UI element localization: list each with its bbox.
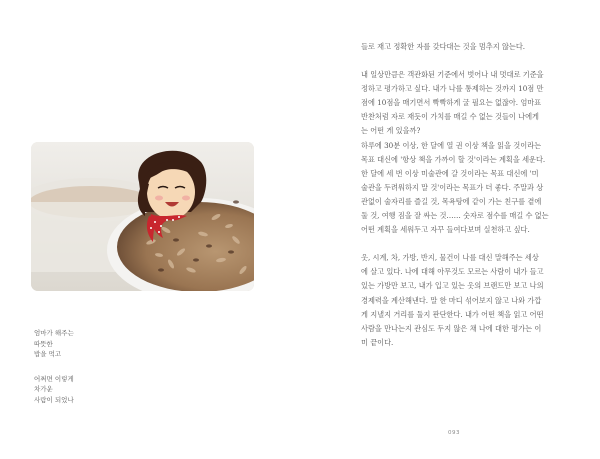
text-line: 술관을 두려워하지 말 것'이라는 목표가 더 좋다. 주말과 상 xyxy=(361,182,544,192)
text-line: 정하고 평가하고 싶다. 내가 나를 통제하는 것까지 10점 만 xyxy=(361,84,544,94)
text-line: 한 달에 세 번 이상 미술관에 갈 것이라는 목표 대신에 '미 xyxy=(361,168,539,178)
text-line: 옷, 시계, 차, 가방, 반지, 물건이 나를 대신 말해주는 세상 xyxy=(361,253,539,263)
text-line: 목표 대신에 '항상 책을 가까이 할 것'이라는 계획을 세운다. xyxy=(361,154,546,164)
text-line: 관없이 술자리를 즐길 것, 목욕탕에 같이 가는 친구를 곁에 xyxy=(361,196,542,206)
text-line: 는 어떤 게 있을까? xyxy=(361,126,421,136)
poem-line: 차가운 xyxy=(34,385,53,393)
text-line: 반찬처럼 자로 재듯이 가치를 매길 수 없는 것들이 나에게 xyxy=(361,112,539,122)
text-line: 어떤 계획을 세워두고 자꾸 들여다보며 실천하고 싶다. xyxy=(361,225,530,235)
text-line: 둘 것, 여행 짐을 잘 싸는 것…… 숫자로 점수를 매길 수 없는 xyxy=(361,211,549,221)
poem-line: 밥을 먹고 xyxy=(34,350,62,358)
body-text xyxy=(361,40,571,364)
text-line: 미 끝이다. xyxy=(361,337,394,347)
page-number: 093 xyxy=(448,430,460,436)
paragraph-1 xyxy=(361,40,571,54)
poem-line: 사람이 되었나 xyxy=(34,395,74,404)
text-line: 있는 가방만 보고, 내가 입고 있는 옷의 브랜드만 보고 나의 xyxy=(361,281,544,291)
paragraph-3 xyxy=(361,251,571,350)
text-line: 사람을 만나는지 관심도 두지 않은 채 나에 대한 평가는 이 xyxy=(361,323,542,333)
rice-bowl-photo xyxy=(31,142,254,291)
paragraph-2 xyxy=(361,68,571,237)
poem-line: 엄마가 해주는 xyxy=(34,329,74,337)
poem-line: 어쩌면 이렇게 xyxy=(34,374,74,383)
poem-stanza-1 xyxy=(34,328,154,360)
text-line: 하루에 30분 이상, 한 달에 열 권 이상 책을 읽을 것이라는 xyxy=(361,140,542,150)
text-line: 내 일상만큼은 객관화된 기준에서 벗어나 내 멋대로 기준을 xyxy=(361,70,544,80)
photo-illustration xyxy=(31,142,254,291)
poem xyxy=(34,328,154,419)
text-line: 경제력을 계산해낸다. 말 한 마디 섞어보지 않고 나와 가깝 xyxy=(361,295,542,305)
text-line: 에 살고 있다. 나에 대해 아무것도 모르는 사람이 내가 들고 xyxy=(361,267,544,277)
poem-line: 따뜻한 xyxy=(34,339,53,348)
text-line: 들로 재고 정확한 자를 갖다대는 것을 멈추지 않는다. xyxy=(361,42,526,51)
text-line: 게 지낼지 거리를 둘지 판단한다. 내가 어떤 책을 읽고 어떤 xyxy=(361,309,544,319)
poem-stanza-2 xyxy=(34,374,154,406)
text-line: 점에 10점을 매기면서 빡빡하게 굴 필요는 없잖아. 엄마표 xyxy=(361,98,542,108)
